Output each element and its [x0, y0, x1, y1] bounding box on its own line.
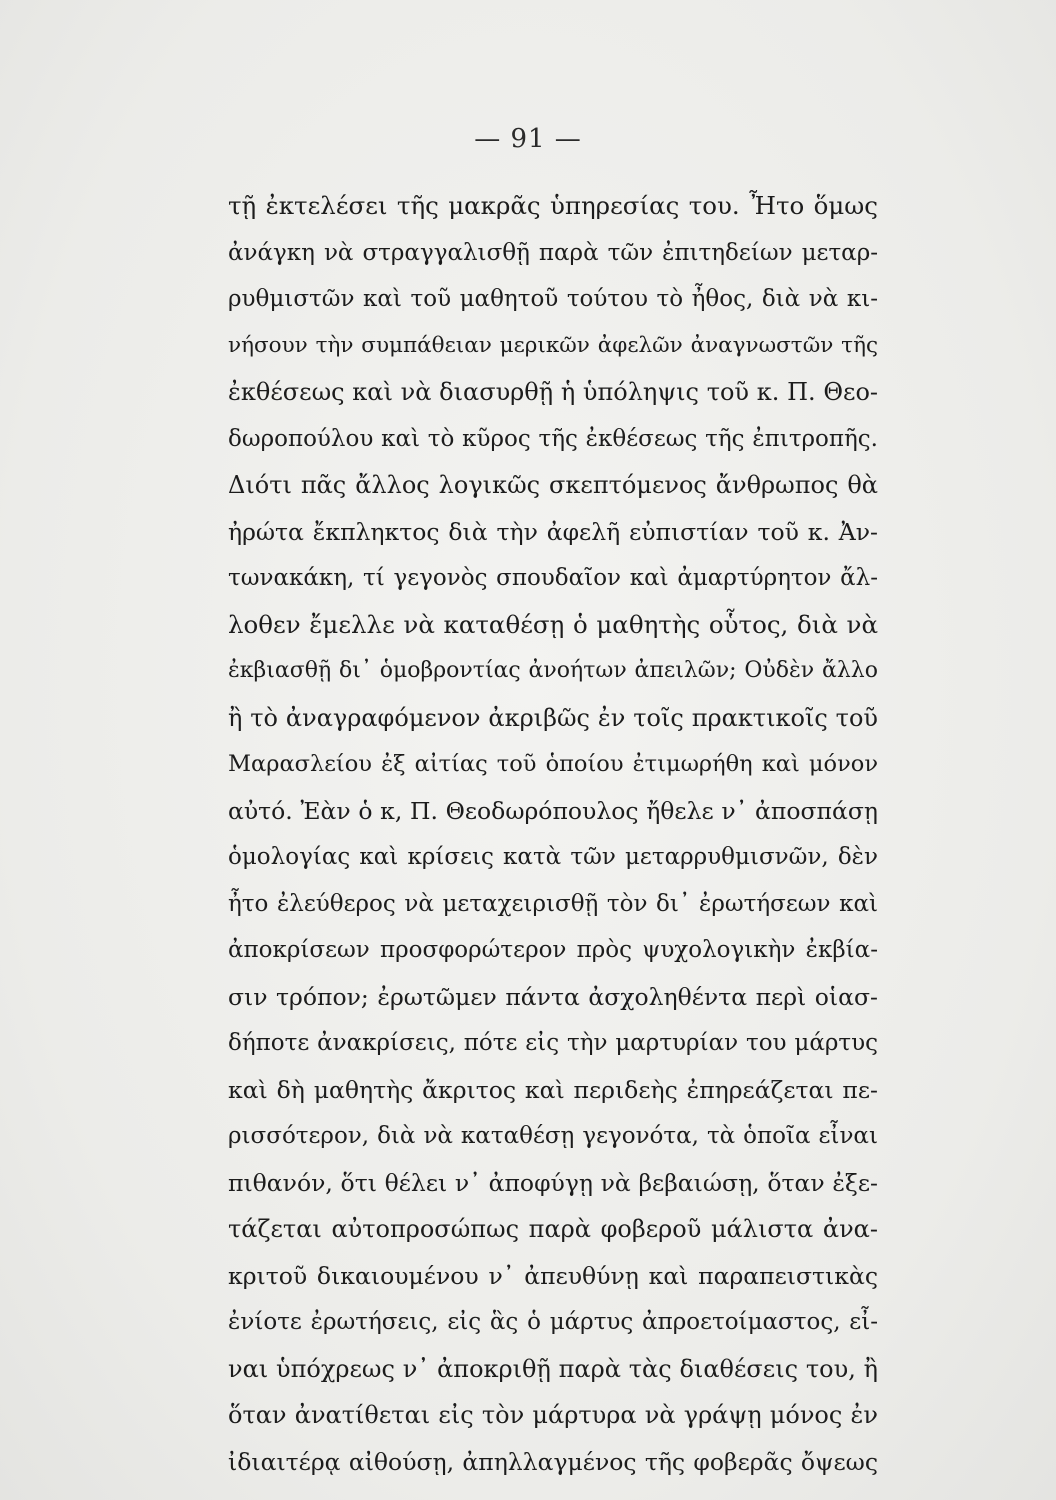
- text-line: Διότι πᾶς ἄλλος λογικῶς σκεπτόμενος ἄνθρωπος θὰ: [228, 471, 878, 499]
- text-line: κριτοῦ δικαιουμένου ν᾽ ἀπευθύνῃ καὶ παραπειστικὰς: [228, 1261, 878, 1290]
- text-line: πιθανόν, ὅτι θέλει ν᾽ ἀποφύγῃ νὰ βεβαιώσῃ, ὅταν ἐξε-: [228, 1168, 878, 1197]
- text-line: ρισσότερον, διὰ νὰ καταθέσῃ γεγονότα, τὰ ὁποῖα εἶναι: [228, 1123, 878, 1149]
- page-number: — 91 —: [474, 124, 582, 154]
- text-line: καὶ δὴ μαθητὴς ἄκριτος καὶ περιδεὴς ἐπηρεάζεται πε-: [228, 1075, 878, 1104]
- text-line: αὐτό. Ἐὰν ὁ κ, Π. Θεοδωρόπουλος ἤθελε ν᾽ ἀποσπάσῃ: [228, 796, 878, 825]
- text-line: τῇ ἐκτελέσει τῆς μακρᾶς ὑπηρεσίας του. Ἦτο ὅμως: [228, 191, 878, 220]
- text-line: ἐκθέσεως καὶ νὰ διασυρθῇ ἡ ὑπόληψις τοῦ κ. Π. Θεο-: [228, 378, 878, 406]
- text-line: ἐνίοτε ἐρωτήσεις, εἰς ἃς ὁ μάρτυς ἀπροετοίμαστος, εἶ-: [228, 1309, 878, 1335]
- text-line: τάζεται αὐτοπροσώπως παρὰ φοβεροῦ μάλιστα ἀνα-: [228, 1215, 878, 1243]
- text-line: ἠρώτα ἔκπληκτος διὰ τὴν ἀφελῆ εὐπιστίαν τοῦ κ. Ἀν-: [228, 517, 878, 546]
- text-line: δωροπούλου καὶ τὸ κῦρος τῆς ἐκθέσεως τῆς ἐπιτροπῆς.: [228, 425, 878, 452]
- text-line: ναι ὑπόχρεως ν᾽ ἀποκριθῇ παρὰ τὰς διαθέσεις του, ἢ: [228, 1354, 878, 1383]
- text-line: ἢ τὸ ἀναγραφόμενον ἀκριβῶς ἐν τοῖς πρακτικοῖς τοῦ: [228, 703, 878, 732]
- text-line: νήσουν τὴν συμπάθειαν μερικῶν ἀφελῶν ἀναγνωστῶν τῆς: [228, 332, 878, 358]
- text-line: ἀποκρίσεων προσφορώτερον πρὸς ψυχολογικὴν ἐκβία-: [228, 937, 878, 963]
- text-line: λοθεν ἔμελλε νὰ καταθέσῃ ὁ μαθητὴς οὗτος, διὰ νὰ: [228, 609, 878, 639]
- text-line: ὁμολογίας καὶ κρίσεις κατὰ τῶν μεταρρυθμισνῶν, δὲν: [228, 844, 878, 870]
- text-line: ἦτο ἐλεύθερος νὰ μεταχειρισθῇ τὸν δι᾽ ἐρωτήσεων καὶ: [228, 890, 878, 917]
- text-line: ὅταν ἀνατίθεται εἰς τὸν μάρτυρα νὰ γράψῃ μόνος ἐν: [228, 1401, 878, 1429]
- text-line: Μαρασλείου ἐξ αἰτίας τοῦ ὁποίου ἐτιμωρήθη καὶ μόνον: [228, 751, 878, 777]
- text-line: σιν τρόπον; ἐρωτῶμεν πάντα ἀσχοληθέντα περὶ οἱασ-: [228, 982, 878, 1011]
- text-line: ρυθμιστῶν καὶ τοῦ μαθητοῦ τούτου τὸ ἦθος, διὰ νὰ κι-: [228, 286, 878, 312]
- text-line: δήποτε ἀνακρίσεις, πότε εἰς τὴν μαρτυρίαν του μάρτυς: [228, 1030, 878, 1056]
- text-line: τωνακάκη, τί γεγονὸς σπουδαῖον καὶ ἀμαρτύρητον ἄλ-: [228, 565, 878, 591]
- body-text: [228, 183, 878, 1485]
- text-line: ἀνάγκη νὰ στραγγαλισθῇ παρὰ τῶν ἐπιτηδείων μεταρ-: [228, 239, 878, 266]
- text-line: ἐκβιασθῇ δι᾽ ὁμοβροντίας ἀνοήτων ἀπειλῶν; Οὐδὲν ἄλλο: [228, 658, 878, 683]
- text-line: ἰδιαιτέρᾳ αἰθούσῃ, ἀπηλλαγμένος τῆς φοβερᾶς ὄψεως: [228, 1447, 878, 1476]
